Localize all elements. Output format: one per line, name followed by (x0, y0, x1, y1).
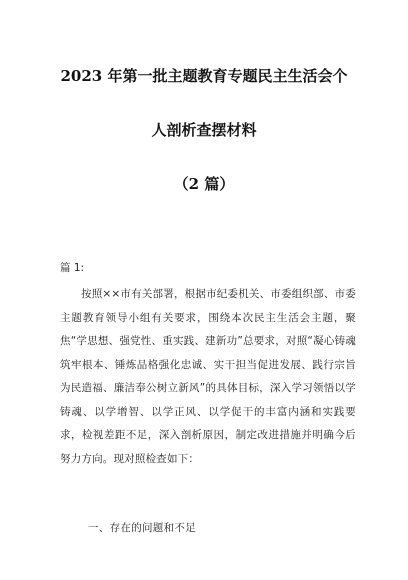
document-title-count: （2 篇） (173, 175, 235, 193)
document-title-line-2: 人剖析查摆材料 (151, 121, 257, 139)
intro-paragraph: 按照××市有关部署，根据市纪委机关、市委组织部、市委主题教育领导小组有关要求，围绕本次民主生活会主题，聚焦“学思想、强党性、重实践、建新功”总要求，对照“凝心铸魂筑牢根本、锤炼品格强化忠诚、实干担当促进发展、践行宗旨为民造福、廉洁奉公树立新风”的具体目标，深入学习领悟以学铸魂、以学增智、以学正风、以学促干的丰富内涵和实践要求，检视差距不足，深入剖析原因，制定改进措施并明确今后努力方向。现对照检查如下： (60, 288, 356, 465)
part-label: 篇 1: (60, 262, 85, 274)
document-title-line-1: 2023 年第一批主题教育专题民主生活会个 (60, 67, 348, 85)
section-heading: 一、存在的问题和不足 (88, 522, 196, 534)
